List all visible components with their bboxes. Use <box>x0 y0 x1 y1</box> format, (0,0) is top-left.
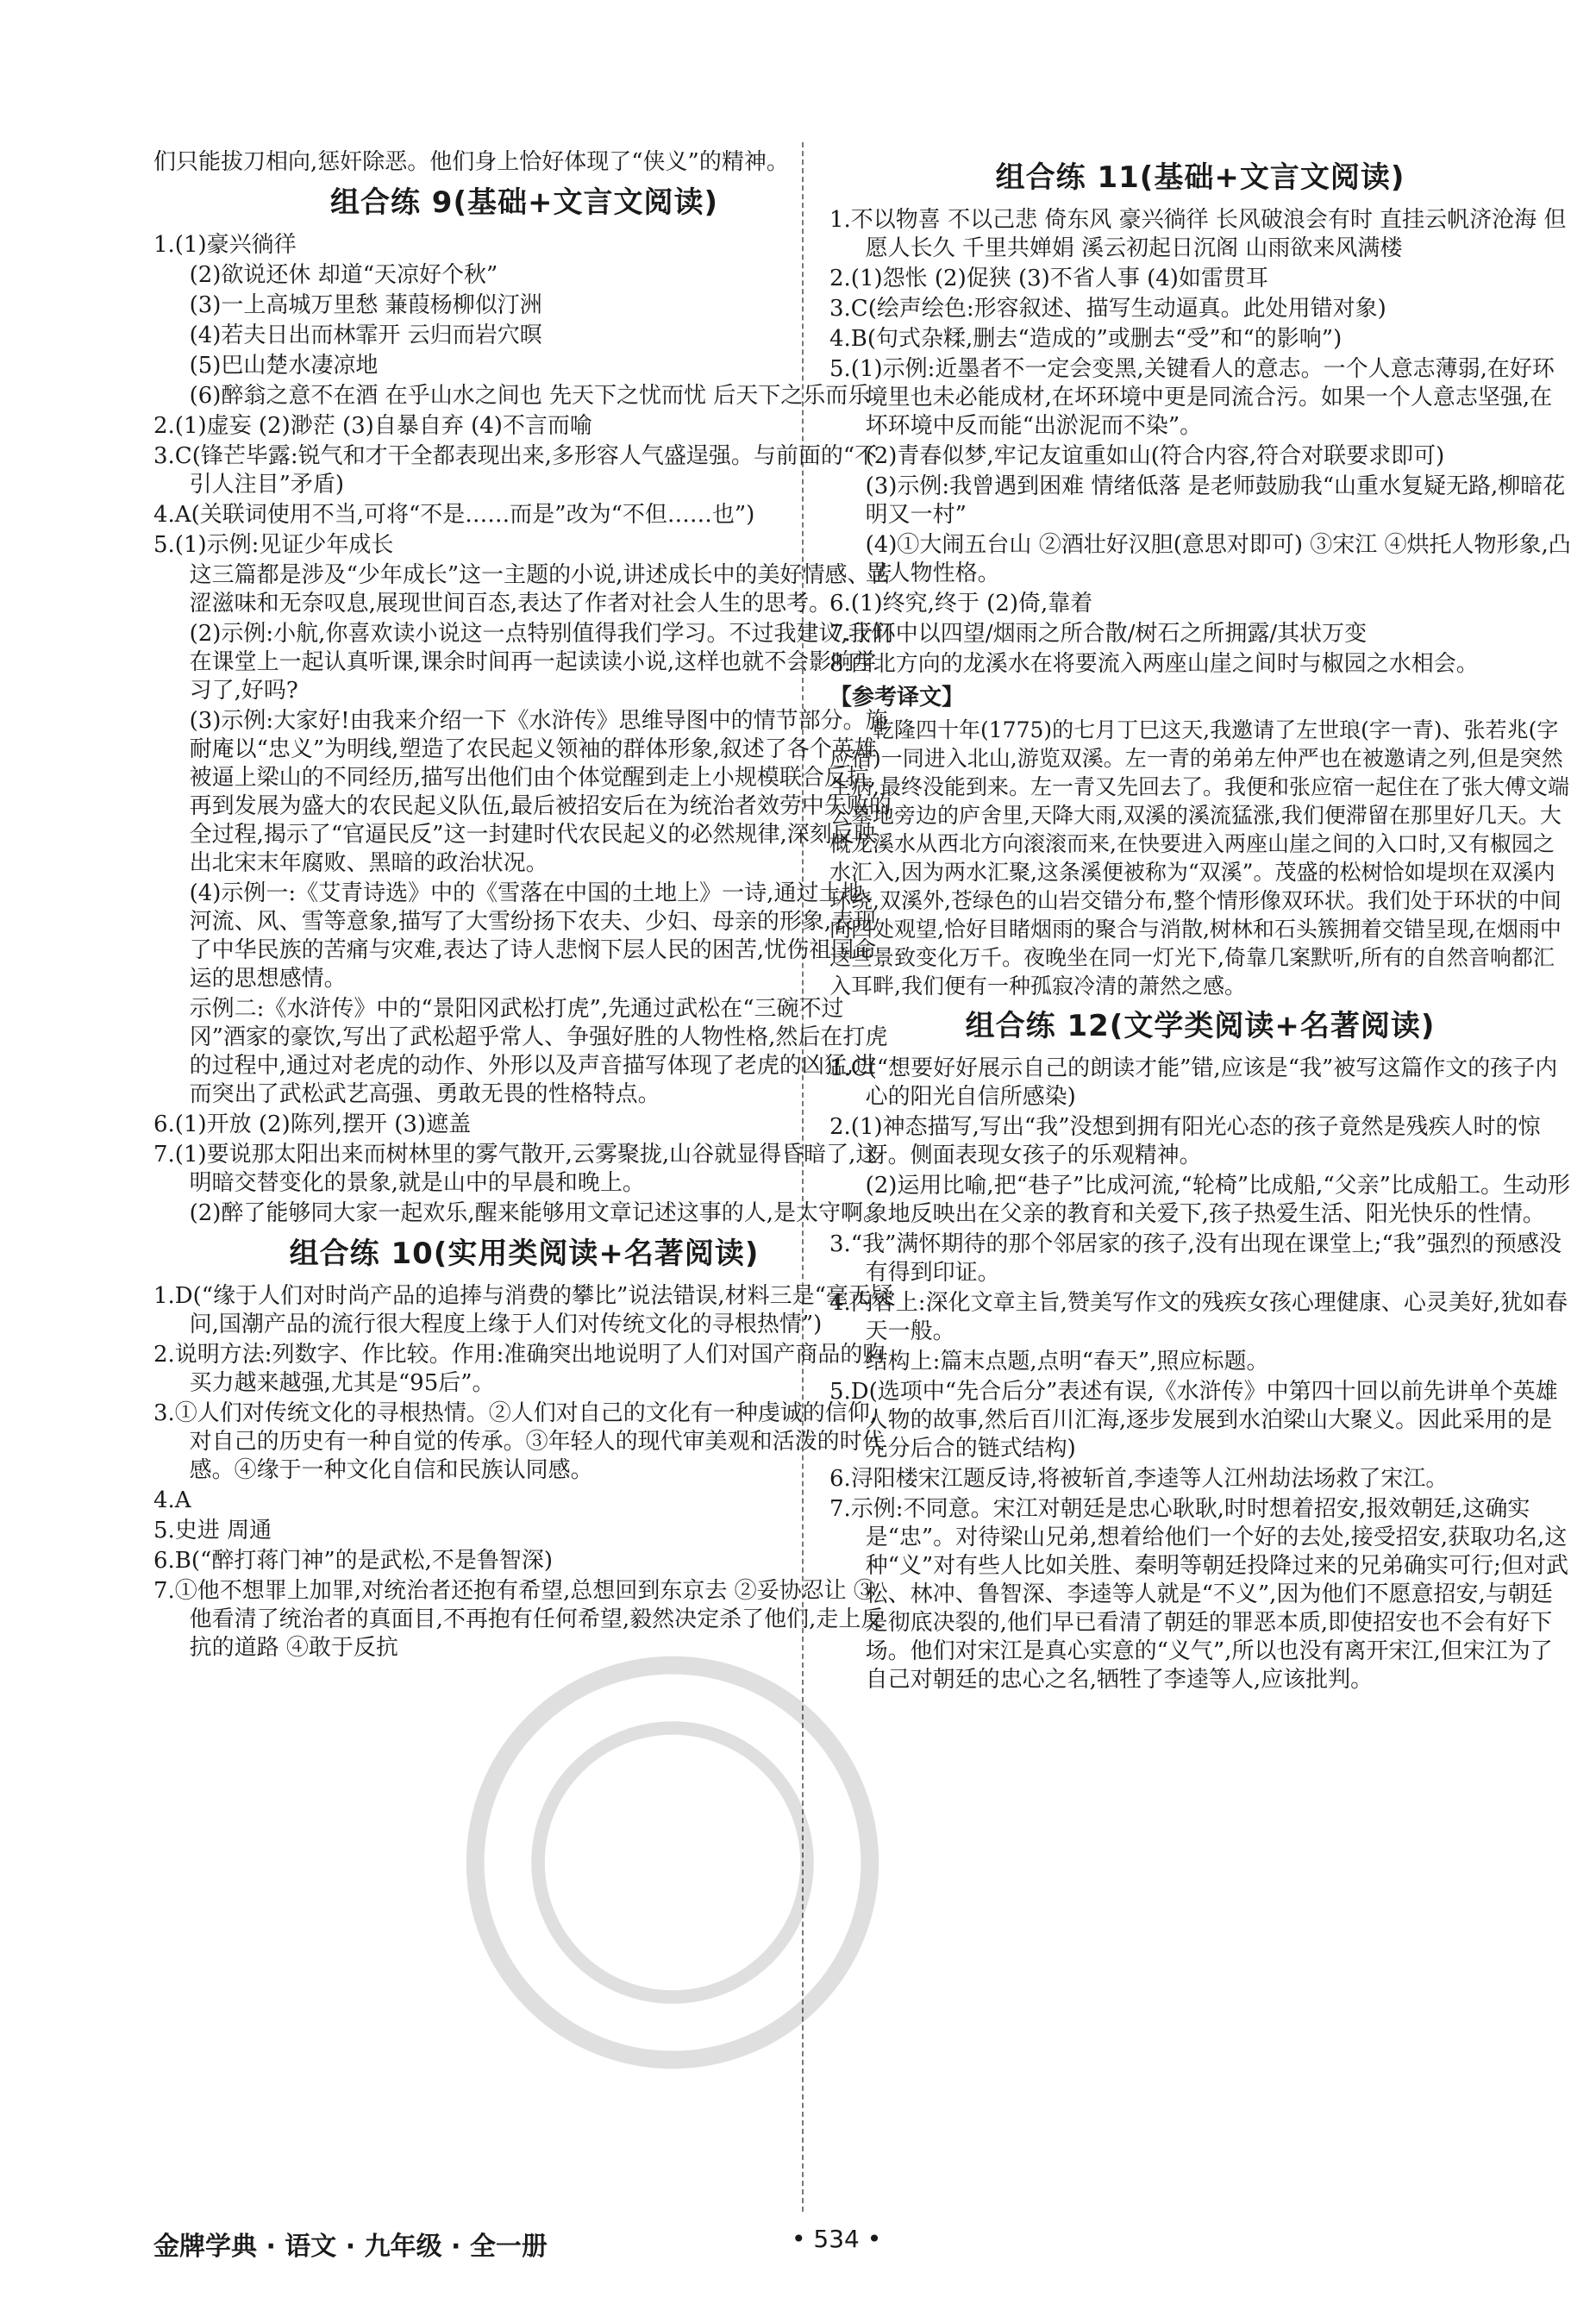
answer-item: 4.A(关联词使用不当,可将“不是……而是”改为“不但……也”) <box>153 502 755 528</box>
section-practice-11 <box>829 160 1571 1000</box>
answer-item: 6.(1)终究,终于 (2)倚,靠着 <box>829 591 1093 617</box>
answer-sub: (4)示例一:《艾青诗选》中的《雪落在中国的土地上》一诗,通过土地、河流、风、雪等意象,描写了大雪纷扬下农夫、少妇、母亲的形象,表现了中华民族的苦痛与灾难,表达了诗人悲悯下层人民的困苦,忧伤祖国命运的思想感情。 <box>189 880 886 992</box>
answer-sub: (4)若夫日出而林霏开 云归而岩穴暝 <box>189 322 542 348</box>
answer-item: 6.B(“醉打蒋门神”的是武松,不是鲁智深) <box>153 1548 554 1574</box>
answer-item: 3.C(锋芒毕露:锐气和才干全都表现出来,多形容人气盛逞强。与前面的“不引人注目”矛盾) <box>153 443 878 498</box>
answer-sub: 示例二:《水浒传》中的“景阳冈武松打虎”,先通过武松在“三碗不过冈”酒家的豪饮,写出了武松超乎常人、争强好胜的人物性格,然后在打虎的过程中,通过对老虎的动作、外形以及声音描写体现了老虎的凶猛,进而突出了武松武艺高强、勇敢无畏的性格特点。 <box>189 996 888 1107</box>
answer-item: 1.(1)豪兴徜徉 <box>153 232 297 258</box>
section-title: 组合练 12(文学类阅读+名著阅读) <box>965 1009 1436 1043</box>
watermark-logo <box>448 1638 897 2087</box>
right-column <box>829 160 1571 1696</box>
answer-sub: (2)欲说还休 却道“天凉好个秋” <box>189 262 498 288</box>
answer-item: 6.浔阳楼宋江题反诗,将被斩首,李逵等人江州劫法场救了宋江。 <box>829 1466 1449 1492</box>
answer-sub: (5)巴山楚水凄凉地 <box>189 353 379 379</box>
answer-item: 3.“我”满怀期待的那个邻居家的孩子,没有出现在课堂上;“我”强烈的预感没有得到印证。 <box>829 1231 1562 1286</box>
answer-sub: (6)醉翁之意不在酒 在乎山水之间也 先天下之忧而忧 后天下之乐而乐 <box>189 383 871 409</box>
answer-sub: (2)醉了能够同大家一起欢乐,醒来能够用文章记述这事的人,是太守啊。 <box>189 1200 886 1226</box>
reference-translation-text: 乾隆四十年(1775)的七月丁巳这天,我邀请了左世琅(字一青)、张若兆(字应宿)一同进入北山,游览双溪。左一青的弟弟左仲严也在被邀请之列,但是突然生病,最终没能到来。左一青又先回去了。我便和张应宿一起住在了张大傅文端公墓地旁边的庐舍里,天降大雨,双溪的溪流猛涨,我们便滞留在那里好几天。大概龙溪水从西北方向滚滚而来,在快要进入两座山崖之间的入口时,又有椒园之水汇入,因为两水汇聚,这条溪便被称为“双溪”。茂盛的松树恰如堤坝在双溪内环绕,双溪外,苍绿色的山岩交错分布,整个情形像双环状。我们处于环状的中间向四处观望,恰好目睹烟雨的聚合与消散,树林和石头簇拥着交错呈现,在烟雨中这些景致变化万千。夜晚坐在同一灯光下,倚靠几案默听,所有的自然音响都汇入耳畔,我们便有一种孤寂冷清的萧然之感。 <box>829 717 1569 999</box>
answer-sub: (3)示例:大家好!由我来介绍一下《水浒传》思维导图中的情节部分。施耐庵以“忠义”为明线,塑造了农民起义领袖的群体形象,叙述了各个英雄被逼上梁山的不同经历,描写出他们由个体觉醒到走上小规模联合反抗,再到发展为盛大的农民起义队伍,最后被招安后在为统治者效劳中失败的全过程,揭示了“官逼民反”这一封建时代农民起义的必然规律,深刻反映出北宋末年腐败、黑暗的政治状况。 <box>189 708 892 876</box>
answer-item: 1.C(“想要好好展示自己的朗读才能”错,应该是“我”被写这篇作文的孩子内心的阳光自信所感染) <box>829 1055 1558 1110</box>
section-title: 组合练 9(基础+文言文阅读) <box>329 185 719 220</box>
answer-sub: 结构上:篇末点题,点明“春天”,照应标题。 <box>865 1349 1269 1374</box>
section-practice-10 <box>153 1237 895 1662</box>
page-footer <box>153 2225 1475 2262</box>
answer-item: 8.西北方向的龙溪水在将要流入两座山崖之间时与椒园之水相会。 <box>829 651 1479 677</box>
answer-item: 7.示例:不同意。宋江对朝廷是忠心耿耿,时时想着招安,报效朝廷,这确实是“忠”。对待梁山兄弟,想着给他们一个好的去处,接受招安,获取功名,这种“义”对有些人比如关胜、秦明等朝廷投降过来的兄弟确实可行;但对武松、林冲、鲁智深、李逵等人就是“不义”,因为他们不愿意招安,与朝廷是彻底决裂的,他们早已看清了朝廷的罪恶本质,即使招安也不会有好下场。他们对宋江是真心实意的“义气”,所以也没有离开宋江,但宋江为了自己对朝廷的忠心之名,牺牲了李逵等人,应该批判。 <box>829 1496 1568 1693</box>
answer-item: 5.D(选项中“先合后分”表述有误,《水浒传》中第四十回以前先讲单个英雄人物的故事,然后百川汇海,逐步发展到水泊梁山大聚义。因此采用的是先分后合的链式结构) <box>829 1379 1558 1462</box>
carry-over-text: 们只能拔刀相向,惩奸除恶。他们身上恰好体现了“侠义”的精神。 <box>153 149 789 175</box>
answer-sub: (2)青春似梦,牢记友谊重如山(符合内容,符合对联要求即可) <box>865 443 1445 469</box>
answer-sub: (4)①大闹五台山 ②酒壮好汉胆(意思对即可) ③宋江 ④烘托人物形象,凸显人物性格。 <box>865 532 1571 586</box>
answer-item: 7.于环中以四望/烟雨之所合散/树石之所拥露/其状万变 <box>829 621 1368 647</box>
answer-item: 2.说明方法:列数字、作比较。作用:准确突出地说明了人们对国产商品的购买力越来越强,尤其是“95后”。 <box>153 1342 886 1396</box>
reference-translation-label: 【参考译文】 <box>829 685 965 711</box>
answer-item: 1.不以物喜 不以己悲 倚东风 豪兴徜徉 长风破浪会有时 直挂云帆济沧海 但愿人长久 千里共婵娟 溪云初起日沉阁 山雨欲来风满楼 <box>829 207 1567 261</box>
answer-sub: 这三篇都是涉及“少年成长”这一主题的小说,讲述成长中的美好情感、苦涩滋味和无奈叹息,展现世间百态,表达了作者对社会人生的思考。 <box>189 562 892 617</box>
answer-sub: (2)运用比喻,把“巷子”比成河流,“轮椅”比成船,“父亲”比成船工。生动形象地反映出在父亲的教育和关爱下,孩子热爱生活、阳光快乐的性情。 <box>865 1173 1570 1227</box>
answer-sub: (2)示例:小航,你喜欢读小说这一点特别值得我们学习。不过我建议,我们在课堂上一起认真听课,课余时间再一起读读小说,这样也就不会影响学习了,好吗? <box>189 621 893 704</box>
answer-item: 3.C(绘声绘色:形容叙述、描写生动逼真。此处用错对象) <box>829 296 1386 322</box>
answer-sub: (3)一上高城万里愁 蒹葭杨柳似汀洲 <box>189 292 542 318</box>
answer-item: 1.D(“缘于人们对时尚产品的追捧与消费的攀比”说法错误,材料三是“毫无疑问,国潮产品的流行很大程度上缘于人们对传统文化的寻根热情”) <box>153 1283 893 1337</box>
answer-item: 5.史进 周通 <box>153 1518 272 1543</box>
section-title: 组合练 10(实用类阅读+名著阅读) <box>289 1237 760 1271</box>
answer-item: 2.(1)虚妄 (2)渺茫 (3)自暴自弃 (4)不言而喻 <box>153 413 592 439</box>
answer-item: 4.A <box>153 1487 191 1513</box>
answer-item: 6.(1)开放 (2)陈列,摆开 (3)遮盖 <box>153 1111 472 1137</box>
answer-sub: (3)示例:我曾遇到困难 情绪低落 是老师鼓励我“山重水复疑无路,柳暗花明又一村” <box>865 473 1566 528</box>
answer-item: 3.①人们对传统文化的寻根热情。②人们对自己的文化有一种虔诚的信仰,对自己的历史有一种自觉的传承。③年轻人的现代审美观和活泼的时代感。④缘于一种文化自信和民族认同感。 <box>153 1400 885 1483</box>
answer-item: 5.(1)示例:近墨者不一定会变黑,关键看人的意志。一个人意志薄弱,在好环境里也未必能成材,在坏环境中更是同流合污。如果一个人意志坚强,在坏环境中反而能“出淤泥而不染”。 <box>829 356 1555 439</box>
answer-item: 7.(1)要说那太阳出来而树林里的雾气散开,云雾聚拢,山谷就显得昏暗了,这明暗交替变化的景象,就是山中的早晨和晚上。 <box>153 1142 879 1196</box>
answer-item: 2.(1)怨怅 (2)促狭 (3)不省人事 (4)如雷贯耳 <box>829 266 1268 291</box>
answer-item: 4.B(句式杂糅,删去“造成的”或删去“受”和“的影响”) <box>829 326 1343 352</box>
section-title: 组合练 11(基础+文言文阅读) <box>995 160 1405 195</box>
book-title: 金牌学典 · 语文 · 九年级 · 全一册 <box>153 2232 548 2262</box>
answer-item: 4.内容上:深化文章主旨,赞美写作文的残疾女孩心理健康、心灵美好,犹如春天一般。 <box>829 1290 1568 1344</box>
answer-item: 2.(1)神态描写,写出“我”没想到拥有阳光心态的孩子竟然是残疾人时的惊讶。侧面表现女孩子的乐观精神。 <box>829 1114 1541 1168</box>
answer-item: 5.(1)示例:见证少年成长 <box>153 532 394 558</box>
answer-item: 7.①他不想罪上加罪,对统治者还抱有希望,总想回到东京去 ②妥协忍让 ③他看清了统治者的真面目,不再抱有任何希望,毅然决定杀了他们,走上反抗的道路 ④敢于反抗 <box>153 1578 884 1661</box>
page-number: • 534 • <box>792 2225 882 2253</box>
section-practice-12 <box>829 1009 1571 1694</box>
section-practice-9 <box>153 185 895 1228</box>
left-column <box>153 148 895 1664</box>
